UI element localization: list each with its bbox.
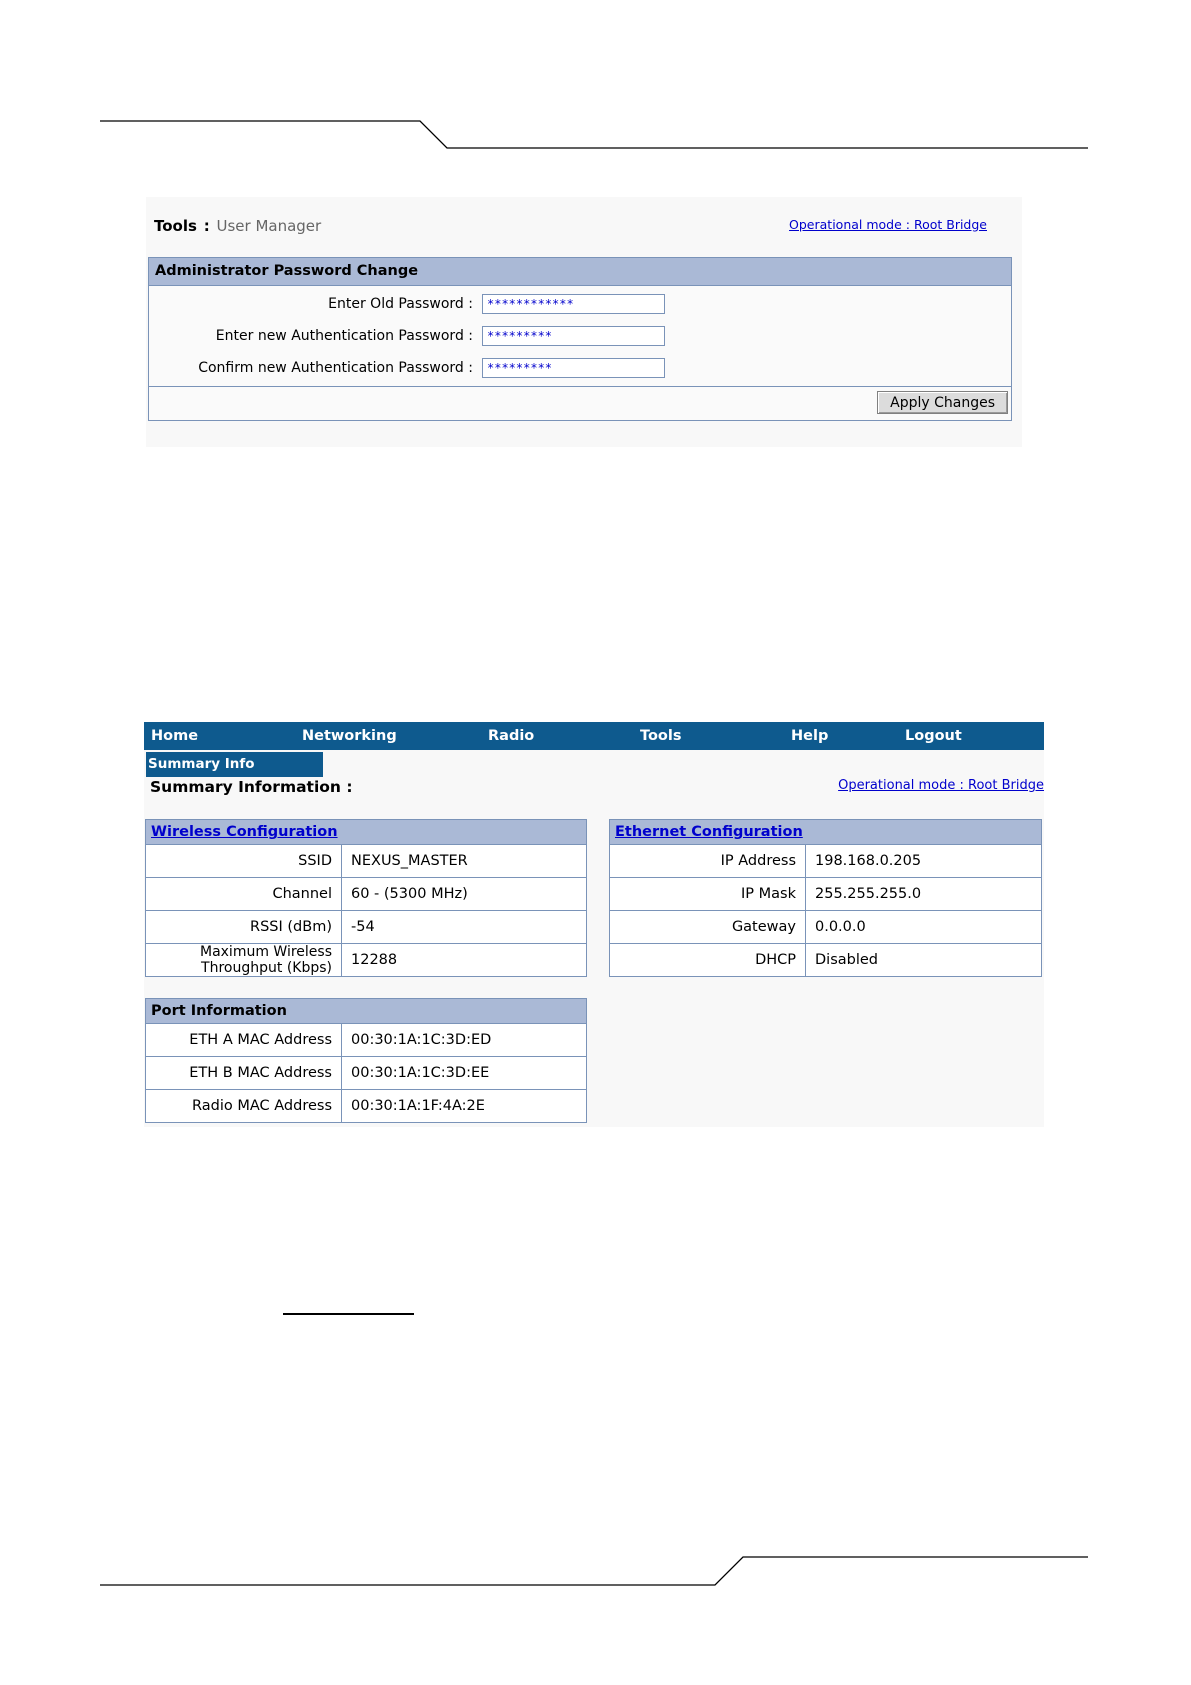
ip-address-value: 198.168.0.205: [806, 845, 1042, 878]
eth-a-mac-label: ETH A MAC Address: [146, 1024, 342, 1057]
table-row: [610, 878, 1042, 911]
panel-title: Administrator Password Change: [149, 258, 1011, 286]
confirm-password-label: Confirm new Authentication Password :: [198, 360, 473, 376]
table-row: [146, 911, 587, 944]
ip-mask-value: 255.255.255.0: [806, 878, 1042, 911]
ethernet-configuration-table: [609, 819, 1042, 977]
new-password-label: Enter new Authentication Password :: [215, 328, 473, 344]
header-rule: [100, 121, 1088, 148]
breadcrumb: [154, 217, 321, 235]
nav-logout[interactable]: Logout: [905, 728, 962, 744]
port-information-header: Port Information: [146, 999, 587, 1024]
eth-a-mac-value: 00:30:1A:1C:3D:ED: [342, 1024, 587, 1057]
wireless-configuration-table: [145, 819, 587, 977]
nav-help[interactable]: Help: [791, 728, 829, 744]
nav-tools[interactable]: Tools: [640, 728, 682, 744]
nav-networking[interactable]: Networking: [302, 728, 397, 744]
new-password-row: [149, 326, 1011, 350]
summary-screenshot: [144, 722, 1044, 1127]
apply-changes-button[interactable]: Apply Changes: [877, 391, 1008, 414]
table-row: [610, 911, 1042, 944]
rssi-value: -54: [342, 911, 587, 944]
table-row: [146, 1024, 587, 1057]
channel-label: Channel: [146, 878, 342, 911]
ssid-value: NEXUS_MASTER: [342, 845, 587, 878]
radio-mac-value: 00:30:1A:1F:4A:2E: [342, 1090, 587, 1123]
operational-mode-link[interactable]: Operational mode : Root Bridge: [789, 217, 987, 232]
throughput-label-line2: Throughput (Kbps): [201, 960, 332, 976]
ip-mask-label: IP Mask: [610, 878, 806, 911]
radio-mac-label: Radio MAC Address: [146, 1090, 342, 1123]
table-row: [146, 1057, 587, 1090]
confirm-password-field[interactable]: [482, 358, 665, 378]
wireless-configuration-header: [146, 820, 587, 845]
table-row: [146, 1090, 587, 1123]
breadcrumb-page: User Manager: [216, 217, 322, 235]
ethernet-configuration-header: [610, 820, 1042, 845]
port-information-table: [145, 998, 587, 1123]
wireless-configuration-link[interactable]: Wireless Configuration: [151, 824, 338, 840]
channel-value: 60 - (5300 MHz): [342, 878, 587, 911]
old-password-label: Enter Old Password :: [328, 296, 473, 312]
rssi-label: RSSI (dBm): [146, 911, 342, 944]
ip-address-label: IP Address: [610, 845, 806, 878]
table-row: [146, 944, 587, 977]
panel-divider: [149, 386, 1011, 387]
dhcp-label: DHCP: [610, 944, 806, 977]
table-row: [610, 944, 1042, 977]
throughput-label-line1: Maximum Wireless: [199, 944, 332, 960]
footer-rule: [100, 1557, 1088, 1585]
table-row: [146, 878, 587, 911]
throughput-value: 12288: [342, 944, 587, 977]
page-title: Summary Information :: [150, 778, 353, 796]
throughput-label: [146, 944, 342, 977]
user-manager-screenshot: [146, 197, 1022, 447]
eth-b-mac-value: 00:30:1A:1C:3D:EE: [342, 1057, 587, 1090]
breadcrumb-section: Tools: [154, 217, 197, 235]
top-navigation: [144, 722, 1044, 750]
nav-home[interactable]: Home: [151, 728, 199, 744]
nav-radio[interactable]: Radio: [488, 728, 535, 744]
dhcp-value: Disabled: [806, 944, 1042, 977]
breadcrumb-separator: :: [203, 217, 210, 235]
table-row: [610, 845, 1042, 878]
ssid-label: SSID: [146, 845, 342, 878]
ethernet-configuration-link[interactable]: Ethernet Configuration: [615, 824, 803, 840]
table-row: [146, 845, 587, 878]
old-password-field[interactable]: [482, 294, 665, 314]
eth-b-mac-label: ETH B MAC Address: [146, 1057, 342, 1090]
confirm-password-row: [149, 358, 1011, 382]
password-change-panel: [148, 257, 1012, 421]
sub-nav-summary-info[interactable]: Summary Info: [146, 752, 323, 777]
new-password-field[interactable]: [482, 326, 665, 346]
gateway-value: 0.0.0.0: [806, 911, 1042, 944]
operational-mode-link[interactable]: Operational mode : Root Bridge: [838, 778, 1044, 793]
gateway-label: Gateway: [610, 911, 806, 944]
old-password-row: [149, 294, 1011, 318]
